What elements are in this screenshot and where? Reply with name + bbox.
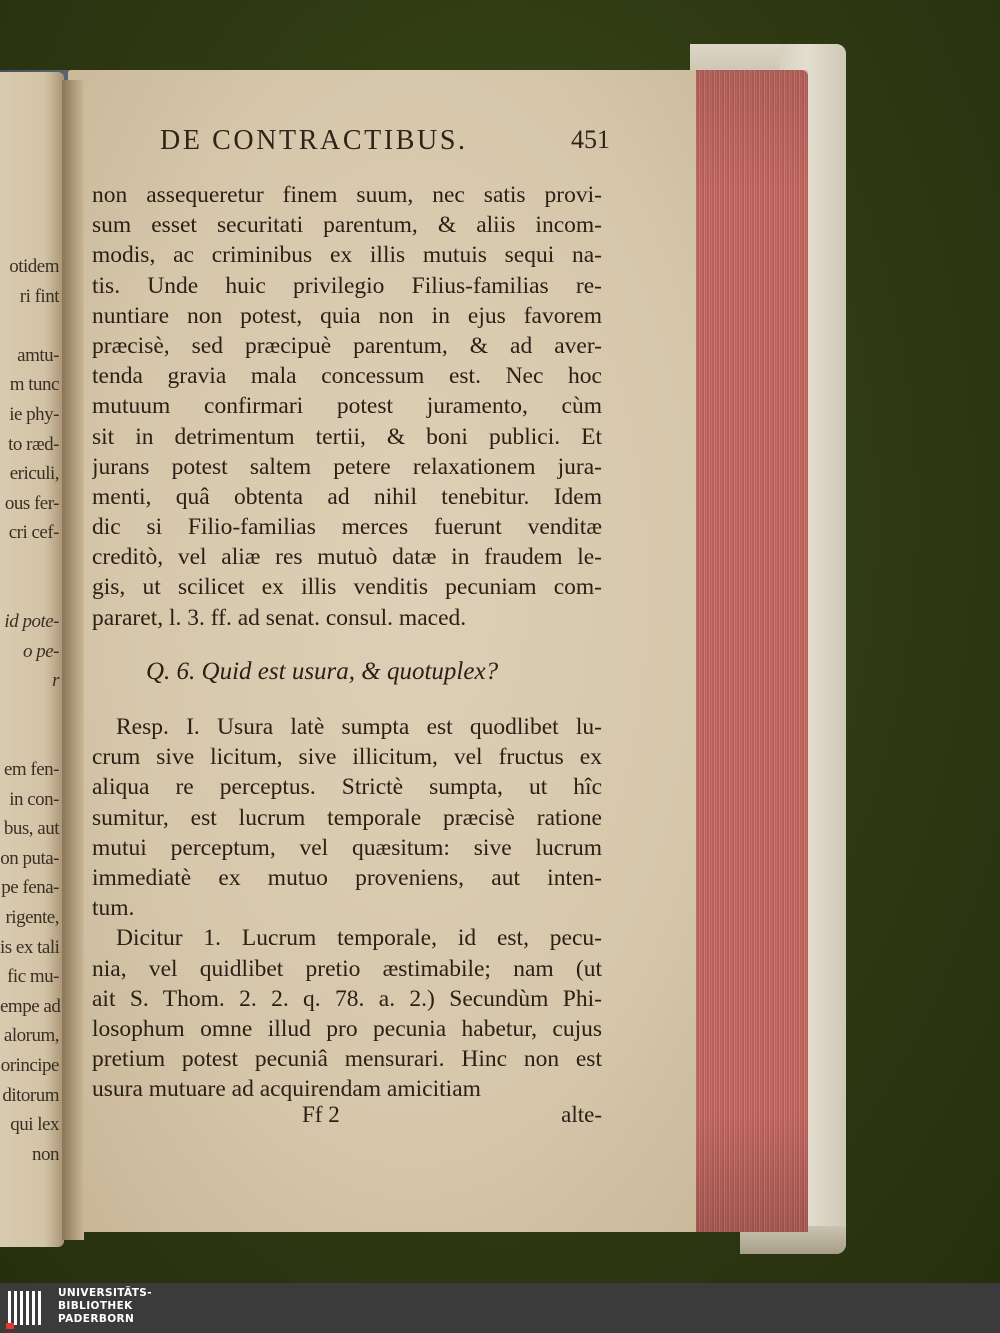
text-line: pretium potest pecuniâ mensurari. Hinc non est [92,1046,602,1073]
left-page-line [0,726,62,756]
text-line: tum. [92,895,135,922]
page-number: 451 [571,125,610,154]
left-page-line: ie phy- [9,403,59,425]
left-page-line: non [32,1143,59,1165]
question-heading: Q. 6. Quid est usura, & quotuplex? [146,658,499,685]
left-page-line: on puta- [0,847,59,869]
left-page-line: em fen- [3,759,59,781]
text-line: sumitur, est lucrum temporale præcisè ratione [92,804,602,831]
left-page-line: ditorum [2,1084,59,1106]
text-line: ait S. Thom. 2. 2. q. 78. a. 2.) Secundùm Phi- [92,985,602,1012]
signature-mark: Ff 2 [302,1102,340,1127]
left-page-line: r [52,670,59,692]
left-page-line: rigente, [5,907,59,929]
paragraph-1 [92,180,602,633]
text-line: pararet, l. 3. ff. ad senat. consul. maced. [92,604,467,631]
text-line: tenda gravia mala concessum est. Nec hoc [92,363,602,390]
left-page-line [0,696,62,726]
text-line: sit in detrimentum tertii, & boni publici. Et [92,423,602,450]
text-line: creditò, vel aliæ res mutuò datæ in fraudem le- [92,544,602,571]
left-page-line: empe ad [0,995,61,1017]
gutter-shadow [62,80,84,1240]
left-page-line: ericuli, [9,463,59,485]
answer-block [92,712,602,1104]
logo-line-3: PADERBORN [58,1313,135,1325]
page-footer-line [92,1102,602,1132]
left-page-line: o pe- [22,640,59,662]
text-line: Dicitur 1. Lucrum temporale, id est, pecu- [116,925,602,952]
paragraph-2 [92,712,602,923]
catchword: alte- [561,1102,602,1127]
left-page-line: alorum, [3,1025,59,1047]
left-page-line: ous fer- [4,492,59,514]
text-line: crum sive licitum, sive illicitum, vel fructus ex [92,744,602,771]
left-page-line: m tunc [9,374,59,396]
left-page-line: id pote- [4,611,59,633]
text-line: præcisè, sed præcipuè parentum, & ad aver- [92,332,602,359]
text-line: losophum omne illud pro pecunia habetur, cujus [92,1015,602,1042]
left-page-line: to ræd- [8,433,59,455]
library-logo-text [58,1287,152,1326]
paragraph-3 [92,923,602,1104]
left-page-line [0,578,62,608]
text-line: jurans potest saltem petere relaxationem jura- [92,453,602,480]
left-page-line: fic mu- [7,966,59,988]
logo-line-1: UNIVERSITÄTS- [58,1287,153,1299]
left-page-line: pe fena- [1,877,59,899]
text-line: usura mutuare ad acquirendam amicitiam [92,1076,481,1103]
text-line: tis. Unde huic privilegio Filius-familias re- [92,272,602,299]
text-line: immediatè ex mutuo proveniens, aut inten- [92,864,602,891]
library-footer-bar [0,1283,1000,1333]
text-line: mutui perceptum, vel quæsitum: sive lucrum [92,834,602,861]
left-page-text [0,252,62,1169]
left-page-line [0,548,62,578]
running-head: DE CONTRACTIBUS. [160,125,468,156]
text-line: modis, ac criminibus ex illis mutuis sequi na- [92,242,602,269]
logo-line-2: BIBLIOTHEK [58,1300,133,1312]
left-facing-page [0,72,64,1247]
text-line: mutuum confirmari potest juramento, cùm [92,393,602,420]
text-line: nuntiare non potest, quia non in ejus favorem [92,302,602,329]
left-page-line: in con- [9,788,59,810]
left-page-line: ri fint [19,285,59,307]
left-page-line: orincipe [0,1055,59,1077]
text-line: menti, quâ obtenta ad nihil tenebitur. Idem [92,483,602,510]
text-line: dic si Filio-familias merces fuerunt venditæ [92,514,602,541]
text-line: nia, vel quidlibet pretio æstimabile; nam (ut [92,955,602,982]
text-line: Resp. I. Usura latè sumpta est quodlibet lu- [116,714,602,740]
left-page-line [0,311,62,341]
left-page-line: qui lex [10,1114,59,1136]
page-header [160,125,610,161]
text-line: non assequeretur finem suum, nec satis provi- [92,182,602,208]
left-page-line: is ex tali [0,936,60,958]
text-line: gis, ut scilicet ex illis venditis pecuniam com- [92,574,602,601]
text-line: aliqua re perceptus. Strictè sumpta, ut hîc [92,774,602,801]
text-line: sum esset securitati parentum, & aliis incom- [92,212,602,239]
library-logo-icon [6,1287,46,1329]
left-page-line: bus, aut [3,818,59,840]
left-page-line: amtu- [17,344,59,366]
page-edges-shade [690,70,808,1232]
left-page-line: cri cef- [8,522,59,544]
left-page-line: otidem [9,256,59,277]
